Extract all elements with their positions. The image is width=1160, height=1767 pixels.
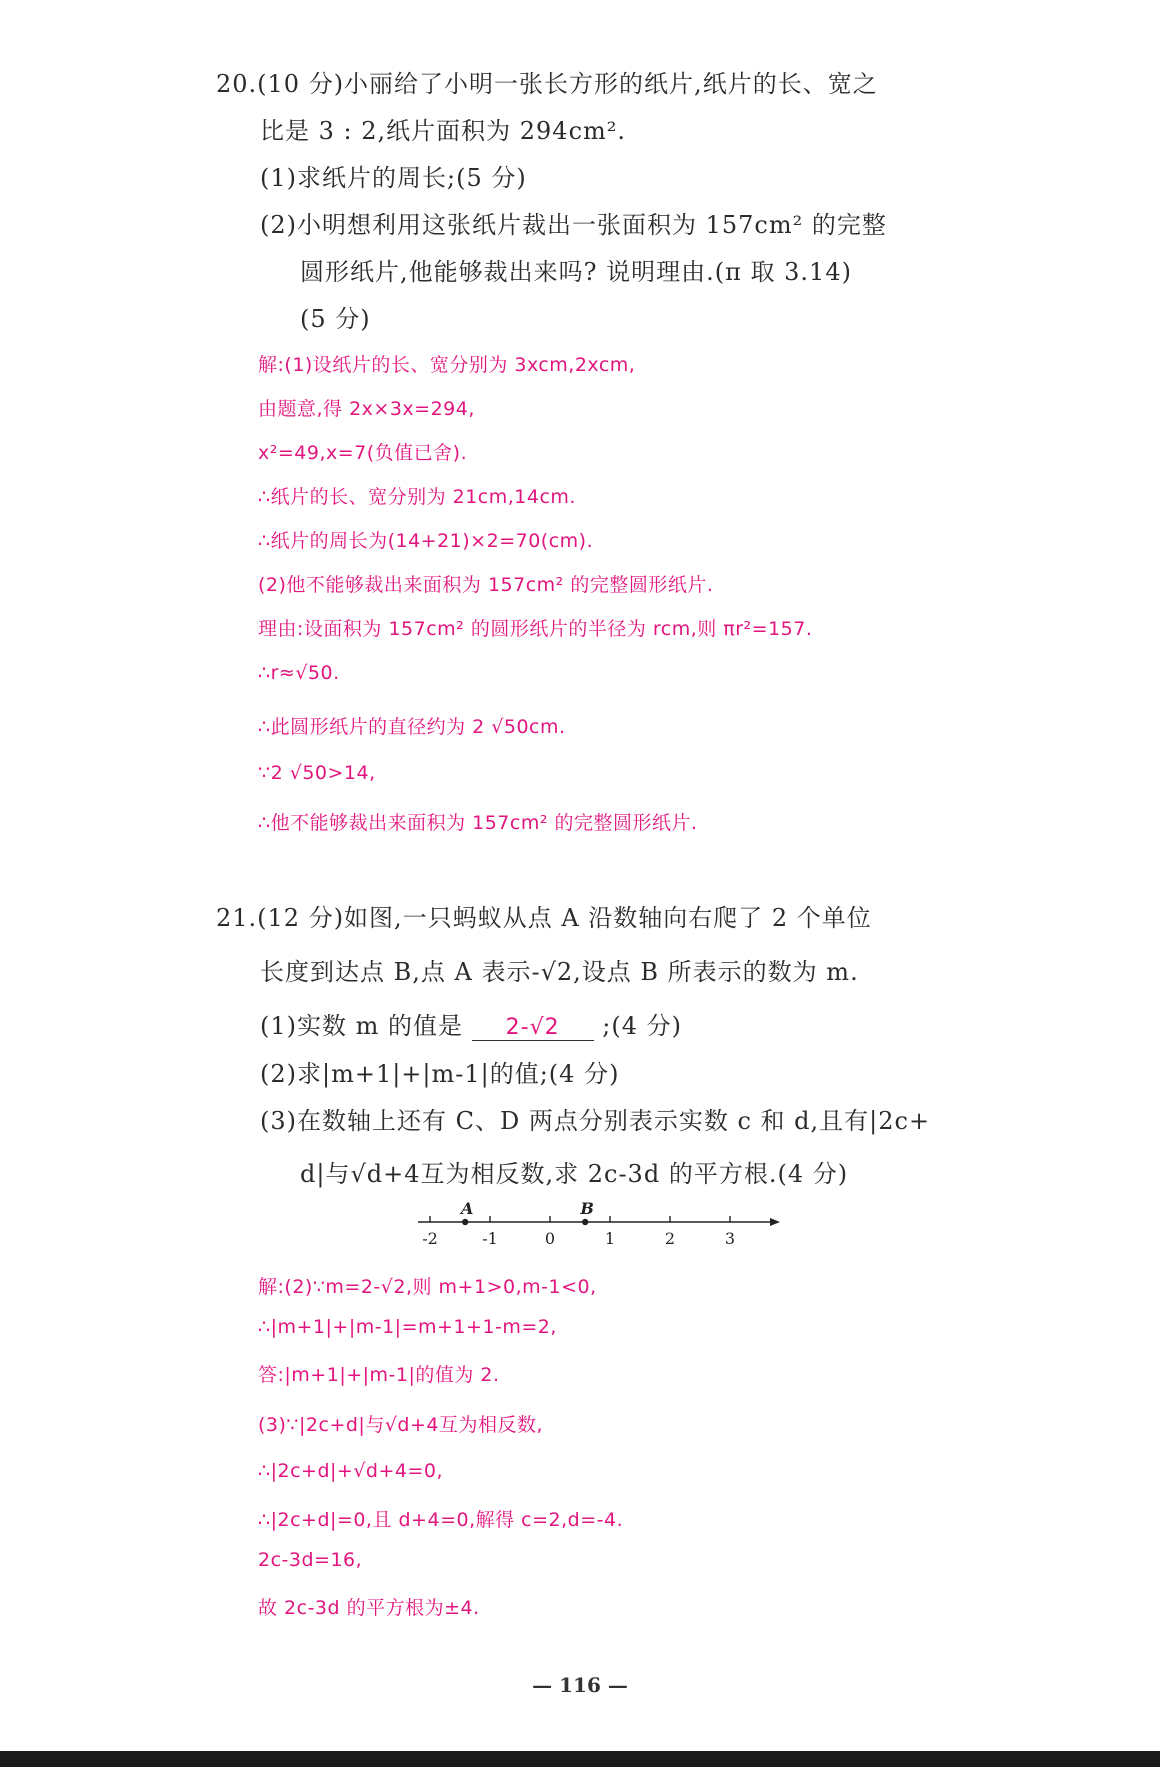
- q21-part-1: [260, 1006, 682, 1041]
- q21-answer-line-1: 解:(2)∵m=2-√2,则 m+1>0,m-1<0,: [258, 1276, 597, 1298]
- number-line-arrow: [770, 1218, 780, 1226]
- q20-part-2-line-1: (2)小明想利用这张纸片裁出一张面积为 157cm² 的完整: [260, 211, 887, 239]
- q20-part-2-line-2: 圆形纸片,他能够裁出来吗? 说明理由.(π 取 3.14): [300, 258, 852, 286]
- point-a-label: A: [460, 1199, 474, 1218]
- q20-part-1: (1)求纸片的周长;(5 分): [260, 164, 527, 192]
- tick-label: -1: [482, 1229, 498, 1248]
- q21-answer-line-6: ∴|2c+d|=0,且 d+4=0,解得 c=2,d=-4.: [258, 1509, 624, 1531]
- q21-answer-line-5: ∴|2c+d|+√d+4=0,: [258, 1460, 444, 1482]
- q20-answer-line-11: ∴他不能够裁出来面积为 157cm² 的完整圆形纸片.: [258, 812, 698, 834]
- q20-answer-line-4: ∴纸片的长、宽分别为 21cm,14cm.: [258, 486, 576, 508]
- point-b-label: B: [580, 1199, 594, 1218]
- q21-part-3-line-2: d|与√d+4互为相反数,求 2c-3d 的平方根.(4 分): [300, 1160, 849, 1188]
- q20-answer-line-2: 由题意,得 2x×3x=294,: [258, 398, 475, 420]
- q21-answer-line-3: 答:|m+1|+|m-1|的值为 2.: [258, 1364, 500, 1386]
- q21-part-1-answer-blank: 2-√2: [472, 1015, 594, 1041]
- tick-label: 1: [604, 1229, 616, 1248]
- q21-answer-line-2: ∴|m+1|+|m-1|=m+1+1-m=2,: [258, 1316, 557, 1338]
- q20-answer-line-7: 理由:设面积为 157cm² 的圆形纸片的半径为 rcm,则 πr²=157.: [258, 618, 813, 640]
- q20-answer-line-10: ∵2 √50>14,: [258, 762, 376, 784]
- q20-answer-line-9: ∴此圆形纸片的直径约为 2 √50cm.: [258, 716, 566, 738]
- q21-part-2: (2)求|m+1|+|m-1|的值;(4 分): [260, 1060, 620, 1088]
- q20-answer-line-5: ∴纸片的周长为(14+21)×2=70(cm).: [258, 530, 594, 552]
- tick-label: 2: [664, 1229, 676, 1248]
- q20-part-2-score: (5 分): [300, 305, 371, 333]
- q21-answer-line-7: 2c-3d=16,: [258, 1549, 363, 1571]
- q21-answer-line-8: 故 2c-3d 的平方根为±4.: [258, 1597, 480, 1619]
- q21-part-1-suffix: ;(4 分): [602, 1012, 683, 1040]
- q20-line-1: 20.(10 分)小丽给了小明一张长方形的纸片,纸片的长、宽之: [216, 70, 878, 98]
- q21-answer-line-4: (3)∵|2c+d|与√d+4互为相反数,: [258, 1414, 544, 1436]
- q20-answer-line-1: 解:(1)设纸片的长、宽分别为 3xcm,2xcm,: [258, 354, 636, 376]
- q20-answer-line-8: ∴r≈√50.: [258, 662, 340, 684]
- point-b-marker: [582, 1219, 588, 1225]
- tick-label: 0: [544, 1229, 556, 1248]
- tick-label: -2: [422, 1229, 438, 1248]
- point-a-marker: [462, 1219, 468, 1225]
- page-number: — 116 —: [532, 1673, 628, 1697]
- number-line-figure: [410, 1196, 780, 1256]
- bottom-bar: [0, 1751, 1160, 1767]
- q20-answer-line-6: (2)他不能够裁出来面积为 157cm² 的完整圆形纸片.: [258, 574, 714, 596]
- q20-line-2: 比是 3 : 2,纸片面积为 294cm².: [260, 117, 627, 145]
- q21-part-3-line-1: (3)在数轴上还有 C、D 两点分别表示实数 c 和 d,且有|2c+: [260, 1107, 931, 1135]
- q21-line-1: 21.(12 分)如图,一只蚂蚁从点 A 沿数轴向右爬了 2 个单位: [216, 904, 872, 932]
- q21-line-2: 长度到达点 B,点 A 表示-√2,设点 B 所表示的数为 m.: [260, 958, 859, 986]
- q21-part-1-prefix: (1)实数 m 的值是: [260, 1012, 464, 1040]
- q20-answer-line-3: x²=49,x=7(负值已舍).: [258, 442, 468, 464]
- tick-label: 3: [724, 1229, 736, 1248]
